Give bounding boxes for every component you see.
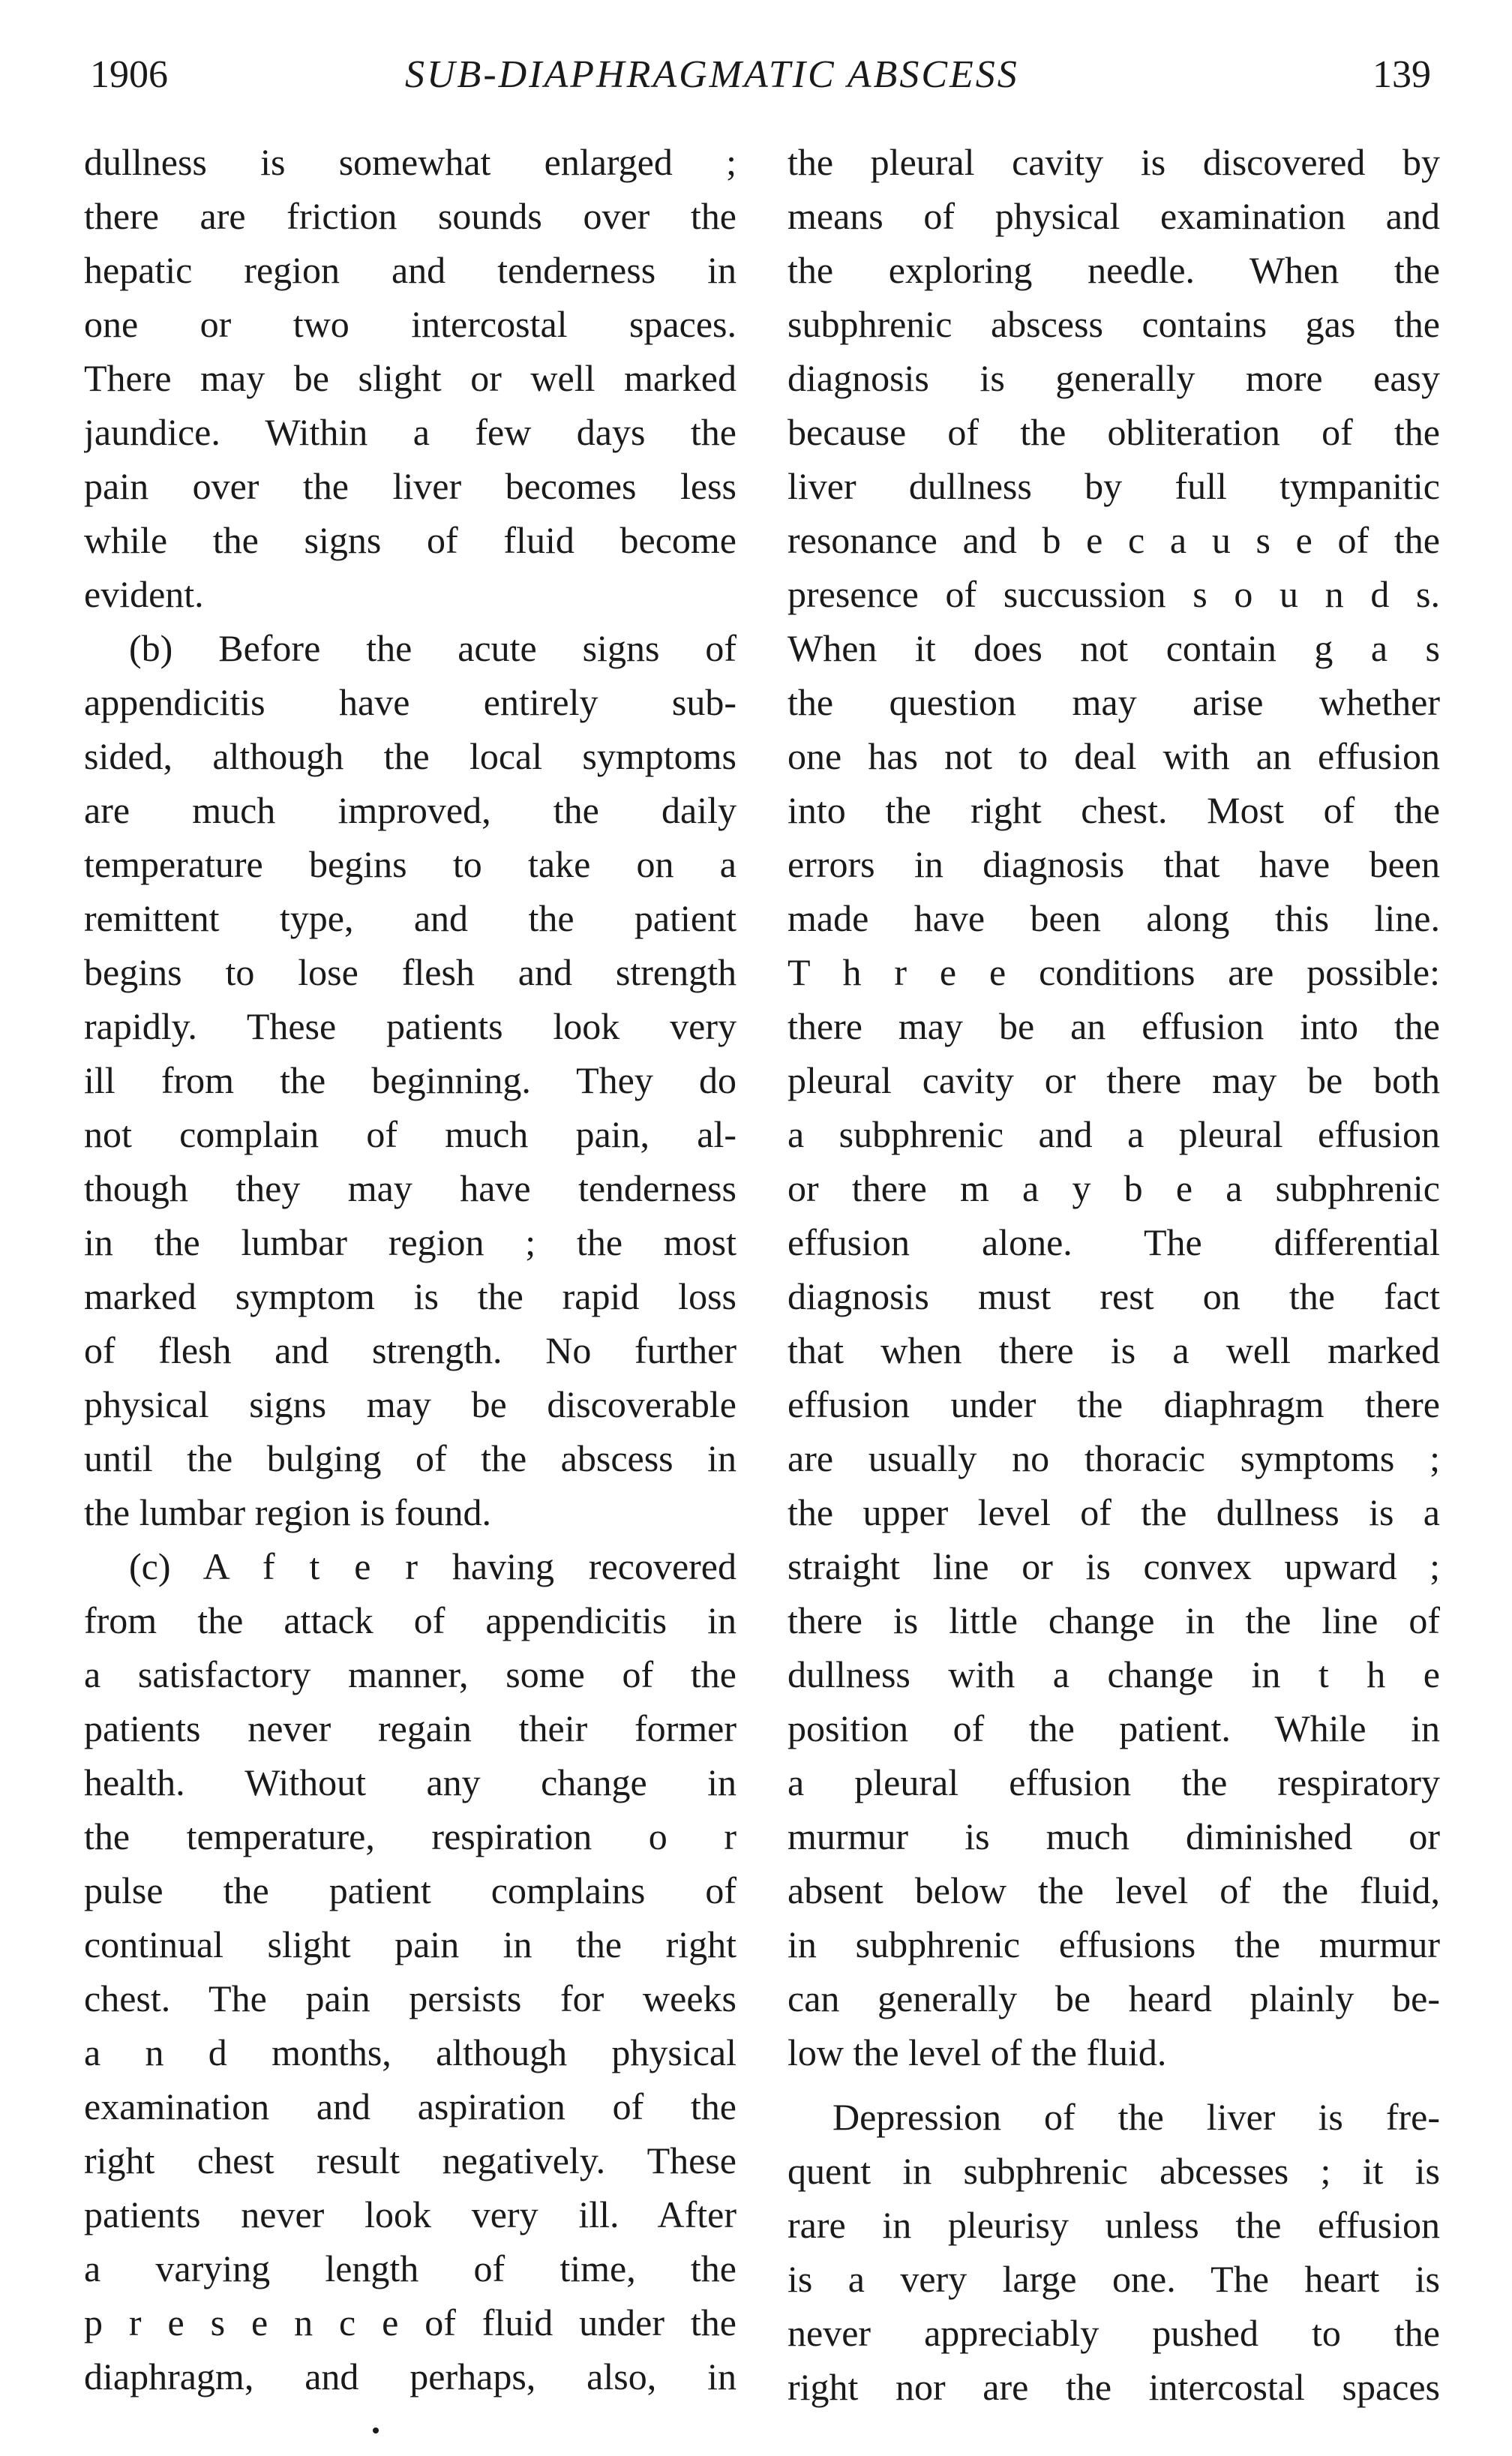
- text-line: rare in pleurisy unless the effusion: [788, 2204, 1440, 2246]
- text-line: remittent type, and the patient: [84, 897, 736, 939]
- text-line: subphrenic abscess contains gas the: [788, 303, 1440, 345]
- text-line: continual slight pain in the right: [84, 1923, 736, 1965]
- text-line: position of the patient. While in: [788, 1707, 1440, 1749]
- text-line: are usually no thoracic symptoms ;: [788, 1437, 1440, 1479]
- text-line: pulse the patient complains of: [84, 1869, 736, 1911]
- text-line: errors in diagnosis that have been: [788, 843, 1440, 885]
- text-line: dullness is somewhat enlarged ;: [84, 141, 736, 183]
- text-line: ill from the beginning. They do: [84, 1059, 736, 1101]
- text-line: resonance and b e c a u s e of the: [788, 519, 1440, 561]
- text-line: there may be an effusion into the: [788, 1005, 1440, 1047]
- text-line: the lumbar region is found.: [84, 1491, 491, 1533]
- text-line: begins to lose flesh and strength: [84, 951, 736, 993]
- text-line: into the right chest. Most of the: [788, 789, 1440, 831]
- text-line: patients never regain their former: [84, 1707, 736, 1749]
- text-line: evident.: [84, 573, 204, 615]
- text-line: appendicitis have entirely sub-: [84, 681, 736, 723]
- text-line: the question may arise whether: [788, 681, 1440, 723]
- text-line: straight line or is convex upward ;: [788, 1545, 1440, 1587]
- text-line: effusion under the diaphragm there: [788, 1383, 1440, 1425]
- page-number: 139: [1372, 53, 1431, 96]
- text-line: from the attack of appendicitis in: [84, 1599, 736, 1641]
- text-line: effusion alone. The differential: [788, 1221, 1440, 1263]
- text-line: a pleural effusion the respiratory: [788, 1761, 1440, 1803]
- text-line: a n d months, although physical: [84, 2031, 736, 2073]
- text-line: dullness with a change in t h e: [788, 1653, 1440, 1695]
- text-line: that when there is a well marked: [788, 1329, 1440, 1371]
- text-line: means of physical examination and: [788, 195, 1440, 237]
- text-line: of flesh and strength. No further: [84, 1329, 736, 1371]
- text-line: T h r e e conditions are possible:: [788, 951, 1440, 993]
- text-line: There may be slight or well marked: [84, 357, 736, 399]
- text-line: a subphrenic and a pleural effusion: [788, 1113, 1440, 1155]
- text-line: physical signs may be discoverable: [84, 1383, 736, 1425]
- text-line: or there m a y b e a subphrenic: [788, 1167, 1440, 1209]
- text-line: diagnosis must rest on the fact: [788, 1275, 1440, 1317]
- text-line: until the bulging of the abscess in: [84, 1437, 736, 1479]
- text-line: pleural cavity or there may be both: [788, 1059, 1440, 1101]
- text-line: examination and aspiration of the: [84, 2085, 736, 2127]
- text-line: jaundice. Within a few days the: [84, 411, 736, 453]
- text-line: When it does not contain g a s: [788, 627, 1440, 669]
- paragraph-start-line: (c) A f t e r having recovered: [129, 1545, 736, 1587]
- text-line: while the signs of fluid become: [84, 519, 736, 561]
- text-line: absent below the level of the fluid,: [788, 1869, 1440, 1911]
- text-line: sided, although the local symptoms: [84, 735, 736, 777]
- text-line: are much improved, the daily: [84, 789, 736, 831]
- text-line: made have been along this line.: [788, 897, 1440, 939]
- text-line: diagnosis is generally more easy: [788, 357, 1440, 399]
- text-line: a satisfactory manner, some of the: [84, 1653, 736, 1695]
- running-header: [0, 39, 1512, 99]
- text-line: one has not to deal with an effusion: [788, 735, 1440, 777]
- text-line: diaphragm, and perhaps, also, in: [84, 2355, 736, 2397]
- paragraph-start-line: (b) Before the acute signs of: [129, 627, 736, 669]
- text-line: there is little change in the line of: [788, 1599, 1440, 1641]
- text-line: in the lumbar region ; the most: [84, 1221, 736, 1263]
- text-line: never appreciably pushed to the: [788, 2312, 1440, 2354]
- text-line: patients never look very ill. After: [84, 2193, 736, 2235]
- header-title: SUB-DIAPHRAGMATIC ABSCESS: [405, 53, 1019, 96]
- text-line: presence of succussion s o u n d s.: [788, 573, 1440, 615]
- text-line: liver dullness by full tympanitic: [788, 465, 1440, 507]
- text-line: is a very large one. The heart is: [788, 2258, 1440, 2300]
- text-line: quent in subphrenic abcesses ; it is: [788, 2150, 1440, 2192]
- text-line: the temperature, respiration o r: [84, 1815, 736, 1857]
- text-line: pain over the liver becomes less: [84, 465, 736, 507]
- text-line: temperature begins to take on a: [84, 843, 736, 885]
- text-line: the exploring needle. When the: [788, 249, 1440, 291]
- text-line: chest. The pain persists for weeks: [84, 1977, 736, 2019]
- text-line: hepatic region and tenderness in: [84, 249, 736, 291]
- text-line: the upper level of the dullness is a: [788, 1491, 1440, 1533]
- text-line: can generally be heard plainly be-: [788, 1977, 1440, 2019]
- text-line: p r e s e n c e of fluid under the: [84, 2301, 736, 2343]
- text-line: right nor are the intercostal spaces: [788, 2366, 1440, 2408]
- text-line: because of the obliteration of the: [788, 411, 1440, 453]
- text-line: not complain of much pain, al-: [84, 1113, 736, 1155]
- left-column: [84, 135, 736, 2403]
- text-line: rapidly. These patients look very: [84, 1005, 736, 1047]
- footer-printer-mark: [373, 2427, 379, 2433]
- text-line: right chest result negatively. These: [84, 2139, 736, 2181]
- paragraph-start-line: Depression of the liver is fre-: [832, 2096, 1440, 2138]
- text-line: there are friction sounds over the: [84, 195, 736, 237]
- text-line: though they may have tenderness: [84, 1167, 736, 1209]
- text-line: health. Without any change in: [84, 1761, 736, 1803]
- text-line: in subphrenic effusions the murmur: [788, 1923, 1440, 1965]
- text-line: the pleural cavity is discovered by: [788, 141, 1440, 183]
- header-year: 1906: [90, 53, 168, 96]
- right-column: [788, 135, 1440, 2414]
- text-line: one or two intercostal spaces.: [84, 303, 736, 345]
- text-line: marked symptom is the rapid loss: [84, 1275, 736, 1317]
- text-line: a varying length of time, the: [84, 2247, 736, 2289]
- text-line: murmur is much diminished or: [788, 1815, 1440, 1857]
- text-line: low the level of the fluid.: [788, 2031, 1167, 2073]
